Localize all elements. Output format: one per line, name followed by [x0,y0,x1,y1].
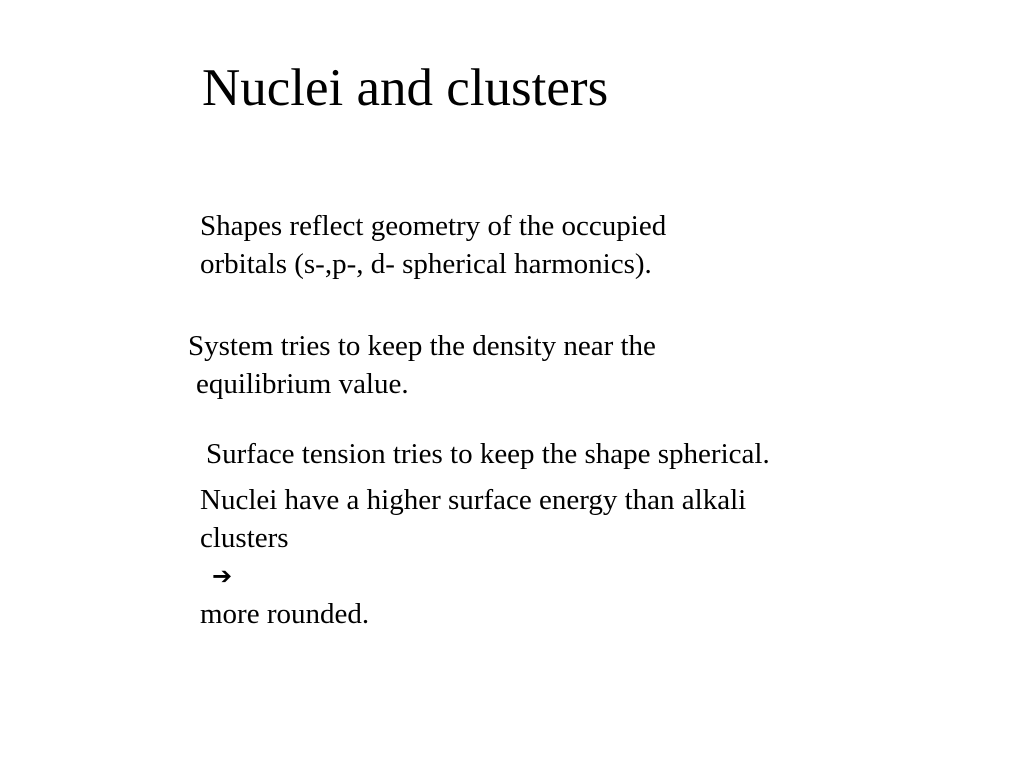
slide-title: Nuclei and clusters [202,59,609,117]
paragraph-shapes [200,207,666,283]
more-rounded-text: more rounded. [200,598,370,630]
paragraph-surface-energy-line-3 [200,519,746,633]
paragraph-shapes-line-2: orbitals (s-,p-, d- spherical harmonics). [200,248,652,280]
paragraph-density-line-2: equilibrium value. [196,368,409,400]
paragraph-surface-tension-line-1: Surface tension tries to keep the shape spherical. [206,438,770,470]
paragraph-surface-energy-line-2: Nuclei have a higher surface energy than alkali [200,484,747,516]
paragraph-density [188,327,656,403]
paragraph-density-line-1: System tries to keep the density near the [188,330,656,362]
paragraph-shapes-line-1: Shapes reflect geometry of the occupied [200,210,667,242]
clusters-text: clusters [200,522,289,554]
right-arrow-icon: ➔ [212,562,233,590]
paragraph-surface-energy [200,481,746,633]
paragraph-surface-tension [206,435,770,473]
